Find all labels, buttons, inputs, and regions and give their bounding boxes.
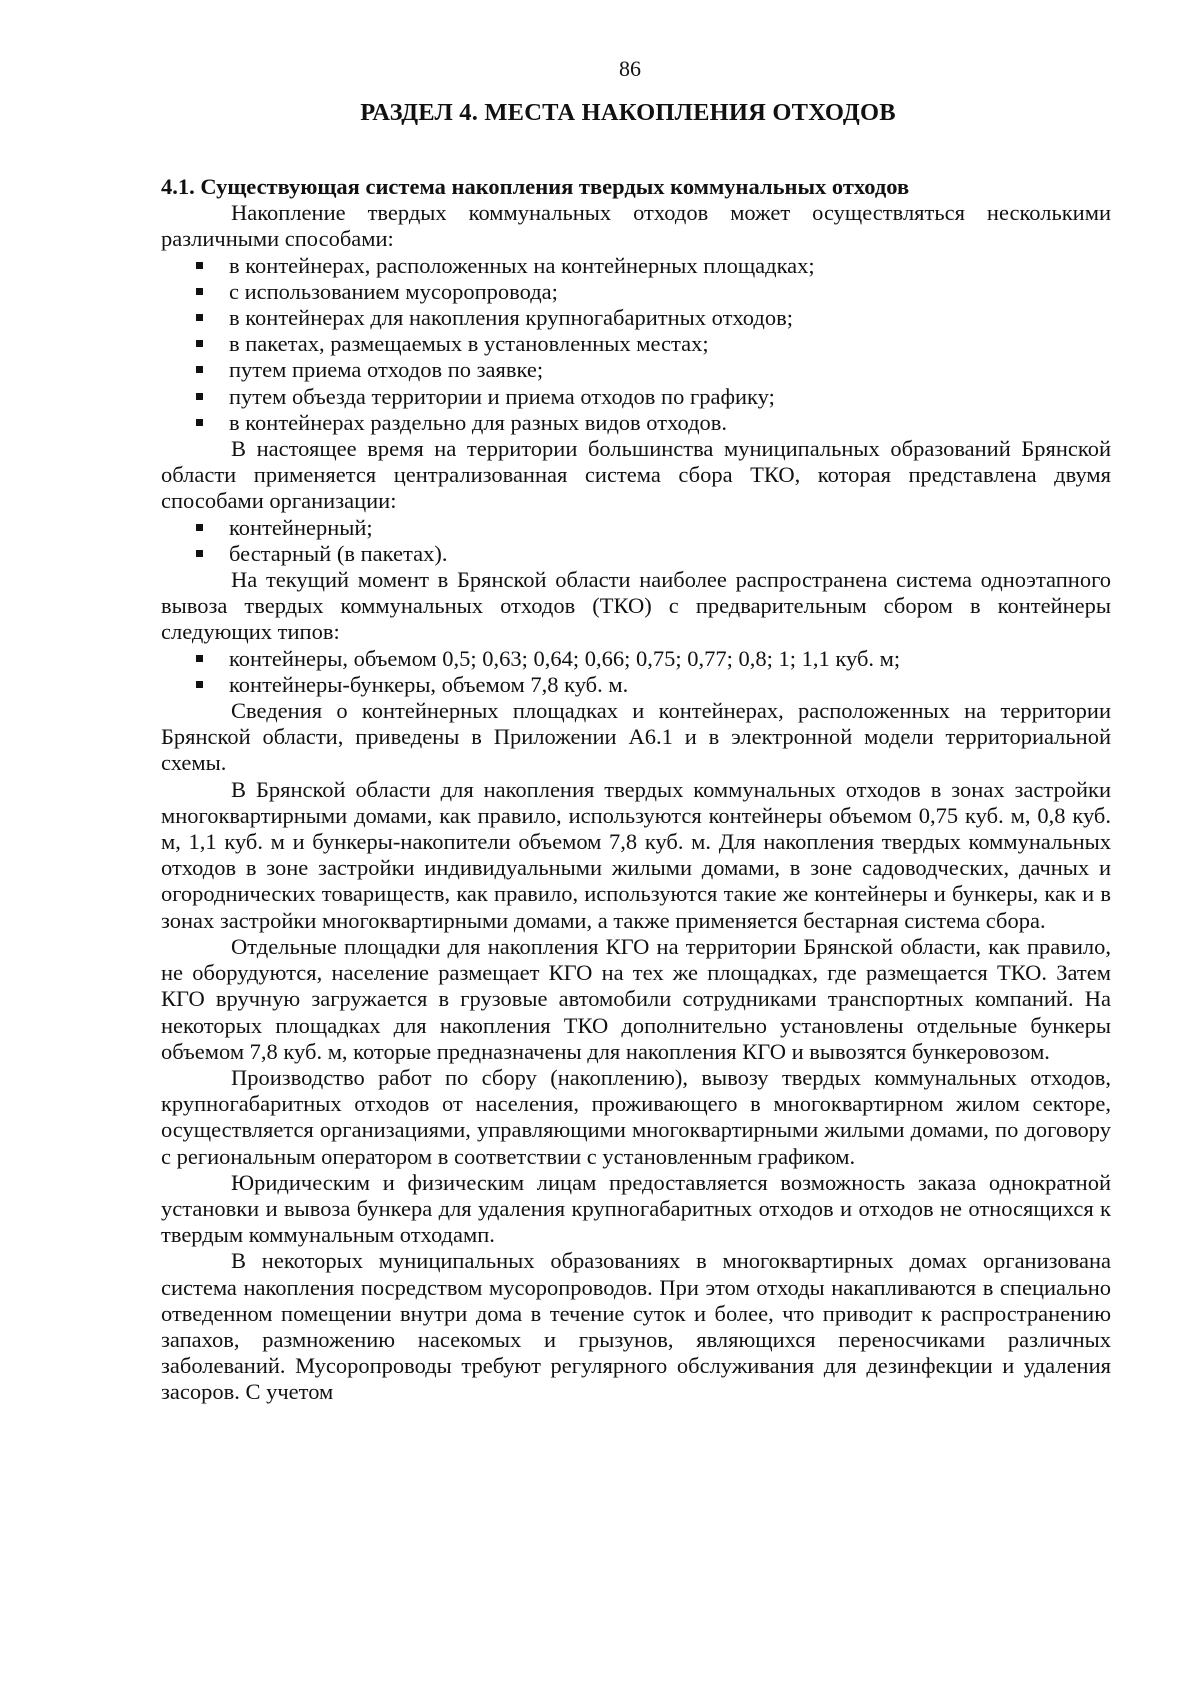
paragraph-bunker-order: Юридическим и физическим лицам предоставляется возможность заказа однократной установки и вывоза бункера для удаления крупногабаритных отходов и отходов не относящихся к твердым коммунальным отходамп. <box>161 1169 1111 1248</box>
subsection-title: 4.1. Существующая система накопления твердых коммунальных отходов <box>161 174 910 199</box>
paragraph-chutes: В некоторых муниципальных образованиях в многоквартирных домах организована система накопления посредством мусоропроводов. При этом отходы накапливаются в специально отведенном помещении внутри дома в течение суток и более, что приводит к распространению запахов, размножению насекомых и грызунов, являющихся переносчиками различных заболеваний. Мусоропроводы требуют регулярного обслуживания для дезинфекции и удаления засоров. С учетом <box>161 1248 1111 1405</box>
paragraph-kgo: Отдельные площадки для накопления КГО на территории Брянской области, как правило, не оборудуются, население размещает КГО на тех же площадках, где размещается ТКО. Затем КГО вручную загружается в грузовые автомобили сотрудниками транспортных компаний. На некоторых площадках для накопления ТКО дополнительно установлены отдельные бункеры объемом 7,8 куб. м, которые предназначены для накопления КГО и вывозятся бункеровозом. <box>161 933 1111 1064</box>
list-item: путем приема отходов по заявке; <box>161 357 1111 383</box>
methods-list <box>161 253 1111 436</box>
bullet-icon <box>196 550 203 557</box>
organization-list <box>161 515 1111 567</box>
document-body <box>161 174 1111 1406</box>
list-item: в контейнерах, расположенных на контейнерных площадках; <box>161 253 1111 279</box>
paragraph-intro: Накопление твердых коммунальных отходов может осуществляться несколькими различными способами: <box>161 200 1111 252</box>
bullet-icon <box>196 419 203 426</box>
list-item: контейнеры-бункеры, объемом 7,8 куб. м. <box>161 672 1111 698</box>
paragraph-centralized: В настоящее время на территории большинства муниципальных образований Брянской области применяется централизованная система сбора ТКО, которая представлена двумя способами организации: <box>161 436 1111 514</box>
bullet-icon <box>196 655 203 662</box>
bullet-icon <box>196 366 203 373</box>
bullet-icon <box>196 314 203 321</box>
list-item: контейнерный; <box>161 515 1111 541</box>
bullet-icon <box>196 681 203 688</box>
list-item: контейнеры, объемом 0,5; 0,63; 0,64; 0,66; 0,75; 0,77; 0,8; 1; 1,1 куб. м; <box>161 646 1111 672</box>
paragraph-works: Производство работ по сбору (накоплению), вывозу твердых коммунальных отходов, крупногабаритных отходов от населения, проживающего в многоквартирном жилом секторе, осуществляется организациями, управляющими многоквартирными жилыми домами, по договору с региональным оператором в соответствии с установленным графиком. <box>161 1064 1111 1169</box>
list-item: бестарный (в пакетах). <box>161 541 1111 567</box>
list-item: в пакетах, размещаемых в установленных местах; <box>161 331 1111 357</box>
list-item: с использованием мусоропровода; <box>161 279 1111 305</box>
bullet-icon <box>196 340 203 347</box>
containers-list <box>161 646 1111 698</box>
paragraph-containers: В Брянской области для накопления твердых коммунальных отходов в зонах застройки многоквартирными домами, как правило, используются контейнеры объемом 0,75 куб. м, 0,8 куб. м, 1,1 куб. м и бункеры-накопители объемом 7,8 куб. м. Для накопления твердых коммунальных отходов в зоне застройки индивидуальными жилыми домами, в зоне садоводческих, дачных и огороднических товариществ, как правило, используются такие же контейнеры и бункеры, как и в зонах застройки многоквартирными домами, а также применяется бестарная система сбора. <box>161 776 1111 933</box>
bullet-icon <box>196 288 203 295</box>
bullet-icon <box>196 524 203 531</box>
bullet-icon <box>196 262 203 269</box>
section-title: РАЗДЕЛ 4. МЕСТА НАКОПЛЕНИЯ ОТХОДОВ <box>360 99 896 126</box>
list-item: в контейнерах для накопления крупногабаритных отходов; <box>161 305 1111 331</box>
bullet-icon <box>196 393 203 400</box>
list-item: путем объезда территории и приема отходов по графику; <box>161 384 1111 410</box>
paragraph-current: На текущий момент в Брянской области наиболее распространена система одноэтапного вывоза твердых коммунальных отходов (ТКО) с предварительным сбором в контейнеры следующих типов: <box>161 567 1111 645</box>
paragraph-info: Сведения о контейнерных площадках и контейнерах, расположенных на территории Брянской области, приведены в Приложении А6.1 и в электронной модели территориальной схемы. <box>161 698 1111 776</box>
list-item: в контейнерах раздельно для разных видов отходов. <box>161 410 1111 436</box>
page-number: 86 <box>619 56 641 81</box>
